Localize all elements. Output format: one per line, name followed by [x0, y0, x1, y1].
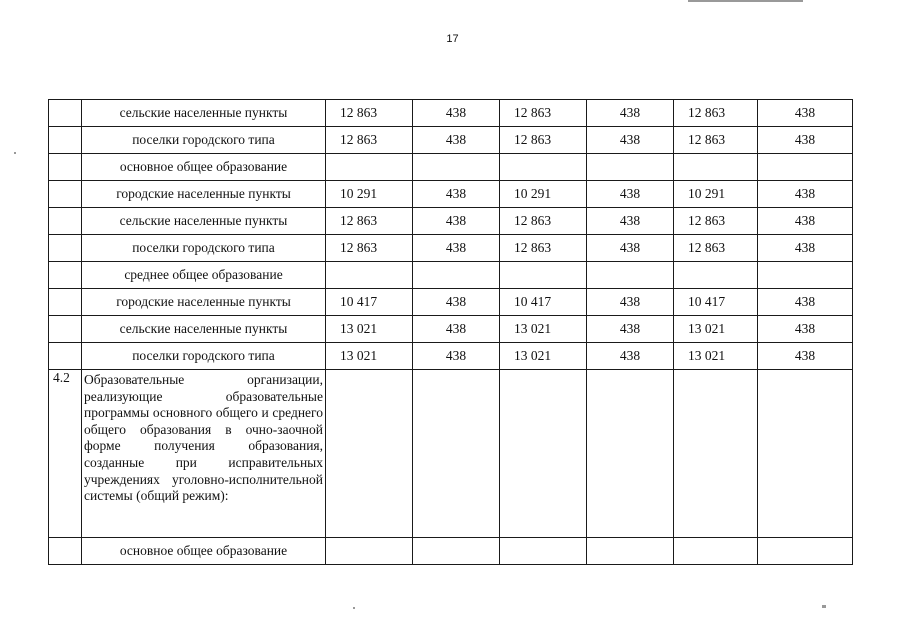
- empty-cell: [326, 538, 413, 565]
- section-row: [49, 370, 853, 538]
- empty-cell: [587, 370, 674, 538]
- row-index-cell: [49, 127, 82, 154]
- cost-cell: 10 291: [674, 181, 758, 208]
- row-label-cell: поселки городского типа: [82, 343, 326, 370]
- row-label-cell: сельские населенные пункты: [82, 100, 326, 127]
- row-label-cell: сельские населенные пункты: [82, 316, 326, 343]
- table-body: [49, 100, 853, 565]
- empty-cell: [500, 538, 587, 565]
- value-cell: 438: [758, 127, 853, 154]
- empty-cell: [758, 370, 853, 538]
- cost-cell: 12 863: [500, 100, 587, 127]
- value-cell: 438: [413, 316, 500, 343]
- cost-cell: 12 863: [326, 208, 413, 235]
- cost-cell: 12 863: [326, 127, 413, 154]
- cost-cell: 10 417: [674, 289, 758, 316]
- value-cell: [758, 154, 853, 181]
- empty-cell: [413, 370, 500, 538]
- value-cell: 438: [413, 181, 500, 208]
- cost-cell: 12 863: [674, 100, 758, 127]
- cost-cell: 13 021: [326, 343, 413, 370]
- value-cell: 438: [587, 208, 674, 235]
- row-index-cell: [49, 235, 82, 262]
- cost-cell: 10 417: [326, 289, 413, 316]
- value-cell: 438: [413, 208, 500, 235]
- row-label-cell: городские населенные пункты: [82, 289, 326, 316]
- value-cell: 438: [413, 343, 500, 370]
- empty-cell: [500, 370, 587, 538]
- cost-cell: 10 291: [326, 181, 413, 208]
- value-cell: 438: [758, 316, 853, 343]
- row-label-cell: сельские населенные пункты: [82, 208, 326, 235]
- row-index-cell: [49, 181, 82, 208]
- row-label-cell: основное общее образование: [82, 538, 326, 565]
- cost-cell: [500, 262, 587, 289]
- row-index-cell: [49, 154, 82, 181]
- cost-cell: 13 021: [674, 343, 758, 370]
- cost-cell: [326, 154, 413, 181]
- empty-cell: [413, 538, 500, 565]
- row-index-cell: [49, 316, 82, 343]
- value-cell: 438: [587, 316, 674, 343]
- scan-artifact-top: [688, 0, 803, 2]
- table-row: [49, 181, 853, 208]
- page-number: 17: [446, 33, 459, 45]
- value-cell: 438: [587, 100, 674, 127]
- table-row: [49, 343, 853, 370]
- table-row: [49, 316, 853, 343]
- row-label-cell: основное общее образование: [82, 154, 326, 181]
- row-index-cell: [49, 538, 82, 565]
- value-cell: [587, 154, 674, 181]
- scan-artifact-bottom-right: [822, 605, 826, 608]
- cost-cell: 12 863: [674, 235, 758, 262]
- cost-cell: 12 863: [500, 235, 587, 262]
- empty-cell: [758, 538, 853, 565]
- section-index-cell: 4.2: [49, 370, 82, 538]
- cost-cell: 12 863: [500, 208, 587, 235]
- cost-cell: [500, 154, 587, 181]
- table-row: [49, 154, 853, 181]
- value-cell: 438: [413, 289, 500, 316]
- cost-cell: 12 863: [326, 100, 413, 127]
- table-row: [49, 289, 853, 316]
- value-cell: 438: [758, 100, 853, 127]
- value-cell: [413, 154, 500, 181]
- empty-cell: [326, 370, 413, 538]
- row-index-cell: [49, 343, 82, 370]
- table-row: [49, 208, 853, 235]
- value-cell: [587, 262, 674, 289]
- cost-cell: 12 863: [674, 208, 758, 235]
- empty-cell: [674, 370, 758, 538]
- value-cell: 438: [758, 208, 853, 235]
- cost-cell: [674, 262, 758, 289]
- cost-cell: [674, 154, 758, 181]
- cost-cell: 13 021: [500, 316, 587, 343]
- cost-cell: 10 291: [500, 181, 587, 208]
- value-cell: [758, 262, 853, 289]
- value-cell: [413, 262, 500, 289]
- table-row: [49, 100, 853, 127]
- row-label-cell: среднее общее образование: [82, 262, 326, 289]
- table-row: [49, 127, 853, 154]
- value-cell: 438: [587, 127, 674, 154]
- value-cell: 438: [413, 100, 500, 127]
- cost-cell: 12 863: [674, 127, 758, 154]
- value-cell: 438: [413, 127, 500, 154]
- row-label-cell: городские населенные пункты: [82, 181, 326, 208]
- table-row: [49, 262, 853, 289]
- section-label-cell: Образовательные организации, реализующие образовательные программы основного общего и среднего общего образования в очно-заочной форме получения образования, созданные при исправительных учреждениях уголовно-исполнительной системы (общий режим):: [82, 370, 326, 538]
- cost-cell: 13 021: [674, 316, 758, 343]
- scan-artifact-left: [14, 152, 16, 154]
- value-cell: 438: [587, 235, 674, 262]
- scan-artifact-bottom: [353, 607, 355, 609]
- cost-cell: 13 021: [326, 316, 413, 343]
- row-index-cell: [49, 100, 82, 127]
- row-index-cell: [49, 208, 82, 235]
- row-label-cell: поселки городского типа: [82, 235, 326, 262]
- tariff-table: [48, 99, 853, 565]
- table-row: [49, 538, 853, 565]
- cost-cell: 10 417: [500, 289, 587, 316]
- value-cell: 438: [413, 235, 500, 262]
- cost-cell: 13 021: [500, 343, 587, 370]
- value-cell: 438: [587, 343, 674, 370]
- row-index-cell: [49, 262, 82, 289]
- empty-cell: [674, 538, 758, 565]
- value-cell: 438: [758, 343, 853, 370]
- value-cell: 438: [758, 181, 853, 208]
- cost-cell: 12 863: [326, 235, 413, 262]
- table-row: [49, 235, 853, 262]
- cost-cell: [326, 262, 413, 289]
- value-cell: 438: [758, 235, 853, 262]
- value-cell: 438: [587, 289, 674, 316]
- value-cell: 438: [587, 181, 674, 208]
- row-index-cell: [49, 289, 82, 316]
- value-cell: 438: [758, 289, 853, 316]
- row-label-cell: поселки городского типа: [82, 127, 326, 154]
- cost-cell: 12 863: [500, 127, 587, 154]
- empty-cell: [587, 538, 674, 565]
